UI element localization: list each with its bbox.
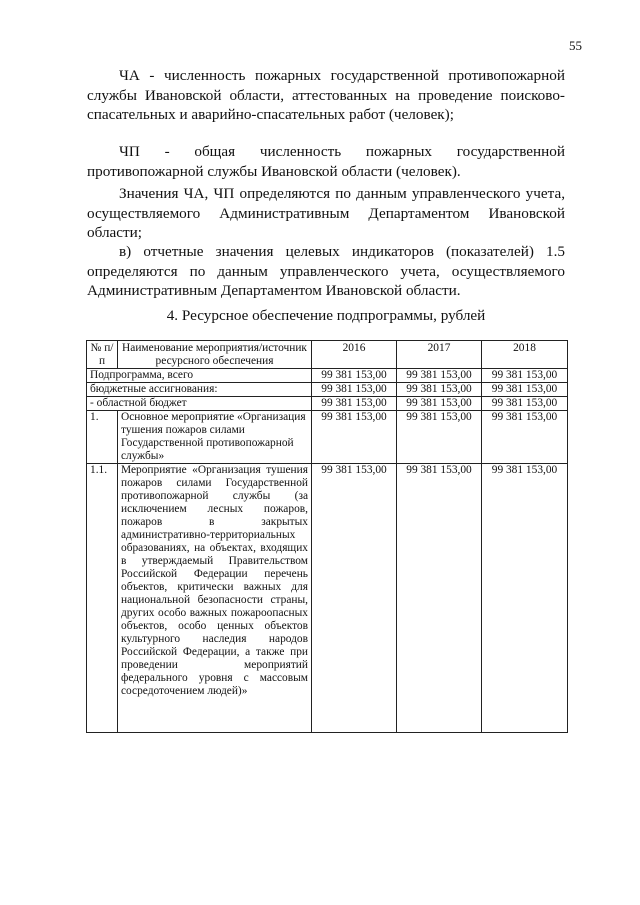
cell-2018: 99 381 153,00	[482, 369, 568, 383]
cell-2016: 99 381 153,00	[312, 397, 397, 411]
header-2018: 2018	[482, 341, 568, 369]
table-header-row	[87, 341, 568, 369]
section-title: 4. Ресурсное обеспечение подпрограммы, рублей	[166, 307, 486, 324]
cell-2017: 99 381 153,00	[397, 397, 482, 411]
cell-2017: 99 381 153,00	[397, 383, 482, 397]
row-number: 1.	[87, 411, 118, 464]
cell-2018: 99 381 153,00	[482, 411, 568, 464]
row-label: бюджетные ассигнования:	[87, 383, 312, 397]
paragraph-reporting-values: в) отчетные значения целевых индикаторов (показателей) 1.5 определяются по данным управленческого учета, осуществляемого Административным Департаментом Ивановской области.	[87, 243, 565, 299]
header-num: № п/п	[87, 341, 118, 369]
page-number: 55	[569, 38, 582, 53]
cell-2018: 99 381 153,00	[482, 464, 568, 733]
cell-2016: 99 381 153,00	[312, 411, 397, 464]
table-row	[87, 369, 568, 383]
cell-2016: 99 381 153,00	[312, 464, 397, 733]
paragraph-chp-definition: ЧП - общая численность пожарных государственной противопожарной службы Ивановской области (человек).	[87, 143, 565, 180]
table-row	[87, 411, 568, 464]
cell-2016: 99 381 153,00	[312, 369, 397, 383]
resource-table	[86, 340, 568, 733]
table-row	[87, 383, 568, 397]
row-number: 1.1.	[87, 464, 118, 733]
header-2017: 2017	[397, 341, 482, 369]
row-label: Мероприятие «Организация тушения пожаров силами Государственной противопожарной службы (за исключением лесных пожаров, пожаров в закрытых административно-территориальных образованиях, на объектах, входящих в утверждаемый Правительством Российской Федерации перечень объектов, критически важных для национальной безопасности страны, других особо важных пожароопасных объектов, особо ценных объектов культурного наследия народов Российской Федерации, а также при проведении мероприятий федерального уровня с массовым сосредоточением людей)»	[118, 464, 312, 733]
cell-2016: 99 381 153,00	[312, 383, 397, 397]
header-name: Наименование мероприятия/источник ресурсного обеспечения	[118, 341, 312, 369]
table-row	[87, 397, 568, 411]
cell-2018: 99 381 153,00	[482, 397, 568, 411]
table-row	[87, 464, 568, 733]
row-label: Подпрограмма, всего	[87, 369, 312, 383]
cell-2017: 99 381 153,00	[397, 464, 482, 733]
paragraph-values-source: Значения ЧА, ЧП определяются по данным управленческого учета, осуществляемого Административным Департаментом Ивановской области;	[87, 185, 565, 241]
row-label: Основное мероприятие «Организация тушения пожаров силами Государственной противопожарной службы»	[118, 411, 312, 464]
paragraph-cha-definition: ЧА - численность пожарных государственной противопожарной службы Ивановской области, аттестованных на проведение поисково-спасательных и аварийно-спасательных работ (человек);	[87, 67, 565, 123]
cell-2017: 99 381 153,00	[397, 411, 482, 464]
cell-2017: 99 381 153,00	[397, 369, 482, 383]
cell-2018: 99 381 153,00	[482, 383, 568, 397]
row-label: - областной бюджет	[87, 397, 312, 411]
header-2016: 2016	[312, 341, 397, 369]
